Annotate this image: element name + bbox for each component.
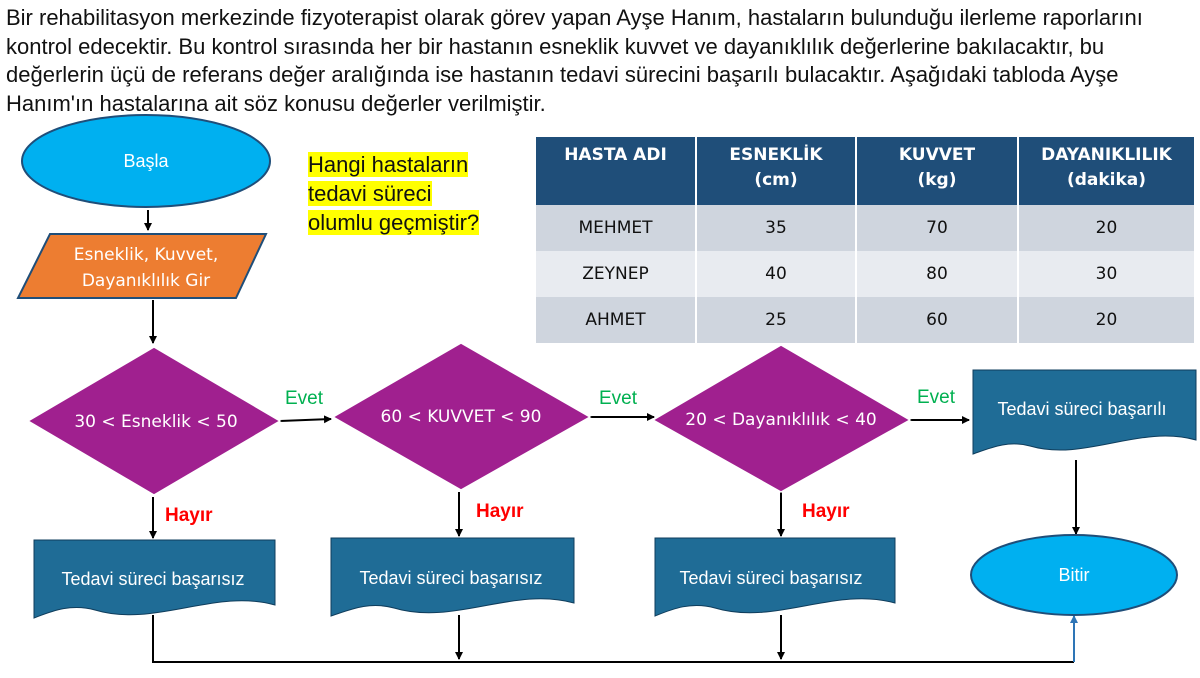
question-line: tedavi süreci	[308, 181, 432, 206]
cell-name: AHMET	[536, 297, 696, 343]
svg-text:Tedavi süreci başarısız: Tedavi süreci başarısız	[61, 569, 245, 589]
no-label: Hayır	[476, 501, 524, 522]
end-label: Bitir	[1058, 565, 1090, 585]
header-esneklik: ESNEKLİK (cm)	[696, 137, 856, 205]
decision-kuvvet	[333, 343, 590, 490]
input-label-line: Esneklik, Kuvvet,	[73, 245, 219, 265]
cell-kuvvet: 80	[856, 251, 1018, 297]
question-line: Hangi hastaların	[308, 152, 469, 177]
cell-esneklik: 25	[696, 297, 856, 343]
end-terminal	[971, 535, 1177, 615]
fail-output-2	[331, 538, 574, 616]
decision-esneklik	[28, 347, 280, 495]
header-dayaniklilik: DAYANIKLILIK (dakika)	[1018, 137, 1194, 205]
question-line: olumlu geçmiştir?	[308, 210, 480, 235]
yes-label: Evet	[917, 387, 956, 408]
fail-output-1	[34, 540, 275, 618]
no-label: Hayır	[165, 505, 213, 526]
header-hasta-adi: HASTA ADI	[536, 137, 696, 205]
start-label: Başla	[123, 151, 169, 171]
connectors	[148, 210, 1076, 662]
input-box	[18, 234, 266, 298]
bottom-merge-line	[153, 615, 1074, 662]
success-output	[973, 370, 1196, 454]
svg-text:Tedavi süreci başarısız: Tedavi süreci başarısız	[359, 568, 543, 588]
svg-text:20 < Dayanıklılık < 40: 20 < Dayanıklılık < 40	[685, 410, 877, 430]
cell-kuvvet: 70	[856, 205, 1018, 251]
no-label: Hayır	[802, 501, 850, 522]
decision-dayaniklilik	[653, 345, 910, 492]
problem-statement: Bir rehabilitasyon merkezinde fizyoterapist olarak görev yapan Ayşe Hanım, hastaların bulunduğu ilerleme raporlarını kontrol edecektir. Bu kontrol sırasında her bir hastanın esneklik kuvvet ve dayanıklılık değerlerine bakılacaktır, bu değerlerin üçü de referans değer aralığında ise hastanın tedavi sürecini başarılı bulacaktır. Aşağıdaki tabloda Ayşe Hanım'ın hastalarına ait söz konusu değerler verilmiştir.	[6, 5, 1143, 116]
svg-text:Tedavi süreci başarılı: Tedavi süreci başarılı	[997, 399, 1167, 419]
cell-dayaniklilik: 20	[1018, 205, 1194, 251]
fail-output-3	[655, 538, 895, 616]
arrow-yes-1	[280, 419, 331, 421]
cell-name: MEHMET	[536, 205, 696, 251]
header-kuvvet: KUVVET (kg)	[856, 137, 1018, 205]
cell-esneklik: 40	[696, 251, 856, 297]
svg-text:60 < KUVVET < 90: 60 < KUVVET < 90	[380, 407, 542, 427]
svg-text:Tedavi süreci başarısız: Tedavi süreci başarısız	[679, 568, 863, 588]
cell-esneklik: 35	[696, 205, 856, 251]
svg-text:30 < Esneklik < 50: 30 < Esneklik < 50	[74, 412, 238, 432]
cell-kuvvet: 60	[856, 297, 1018, 343]
input-label-line: Dayanıklılık Gir	[81, 271, 211, 291]
yes-label: Evet	[285, 388, 324, 409]
start-terminal	[22, 115, 270, 207]
cell-dayaniklilik: 30	[1018, 251, 1194, 297]
yes-label: Evet	[599, 388, 638, 409]
cell-dayaniklilik: 20	[1018, 297, 1194, 343]
cell-name: ZEYNEP	[536, 251, 696, 297]
